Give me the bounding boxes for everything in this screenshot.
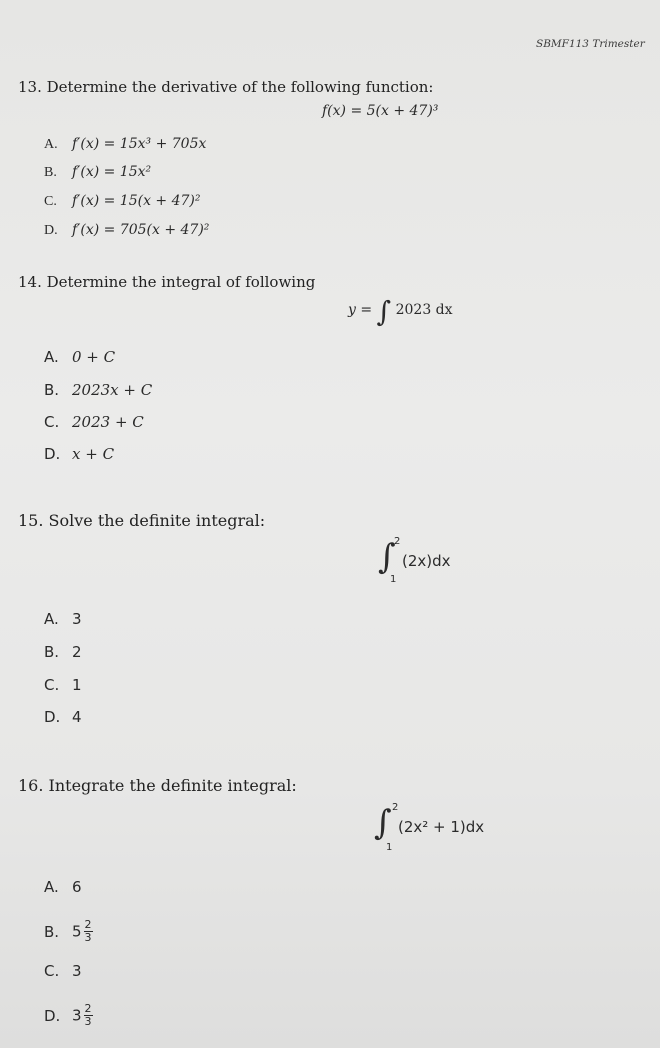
option-a xyxy=(44,136,206,153)
option-text: f′(x) = 15x³ + 705x xyxy=(72,136,207,152)
formula-body: 2023 dx xyxy=(395,302,453,318)
option-letter: D. xyxy=(44,708,61,726)
option-d xyxy=(44,222,209,239)
definite-integral-formula xyxy=(378,536,488,590)
option-d xyxy=(44,445,114,463)
option-b xyxy=(44,919,93,944)
option-text: 1 xyxy=(72,676,82,694)
option-letter: C. xyxy=(44,194,57,209)
option-c xyxy=(44,676,82,694)
option-c xyxy=(44,962,82,980)
option-c xyxy=(44,413,144,431)
upper-limit: 2 xyxy=(394,536,401,547)
option-text: x + C xyxy=(72,445,115,463)
option-letter: B. xyxy=(44,381,60,399)
fraction-denominator: 3 xyxy=(84,931,92,944)
option-a xyxy=(44,878,82,896)
option-text: 4 xyxy=(72,708,82,726)
option-letter: A. xyxy=(44,137,58,152)
option-text: 2023 + C xyxy=(72,413,144,431)
option-c xyxy=(44,193,201,210)
integrand: (2x)dx xyxy=(402,552,451,570)
option-letter: A. xyxy=(44,610,59,628)
mixed-whole: 3 xyxy=(72,1006,82,1025)
option-letter: C. xyxy=(44,676,60,694)
fraction xyxy=(84,919,93,944)
option-letter: B. xyxy=(44,643,60,661)
option-letter: D. xyxy=(44,1006,61,1025)
option-text: f′(x) = 705(x + 47)² xyxy=(72,222,210,238)
option-letter: B. xyxy=(44,165,57,180)
question-title: 16. Integrate the definite integral: xyxy=(18,776,297,795)
mixed-whole: 5 xyxy=(72,922,82,941)
lower-limit: 1 xyxy=(390,574,397,585)
fraction-denominator: 3 xyxy=(84,1015,92,1028)
option-letter: B. xyxy=(44,922,60,941)
question-title: 15. Solve the definite integral: xyxy=(18,511,266,530)
option-text: 2 xyxy=(72,643,82,661)
fraction xyxy=(84,1003,93,1028)
integrand: (2x² + 1)dx xyxy=(398,818,485,836)
option-letter: D. xyxy=(44,445,61,463)
function-formula: f(x) = 5(x + 47)³ xyxy=(322,103,439,119)
integral-formula xyxy=(348,295,453,328)
question-title: 14. Determine the integral of following xyxy=(18,273,316,291)
option-text: 6 xyxy=(72,878,82,896)
option-b xyxy=(44,643,82,661)
integral-sign-icon: ∫ xyxy=(378,537,396,577)
course-code-header: SBMF113 Trimester xyxy=(536,38,645,50)
question-title: 13. Determine the derivative of the following function: xyxy=(18,78,434,96)
option-d xyxy=(44,708,82,726)
formula-lhs: y = xyxy=(348,302,373,318)
option-letter: A. xyxy=(44,878,59,896)
option-a xyxy=(44,348,115,366)
option-text: 3 xyxy=(72,610,82,628)
option-b xyxy=(44,381,152,399)
definite-integral-formula xyxy=(374,802,524,856)
option-letter: C. xyxy=(44,962,60,980)
option-b xyxy=(44,164,151,181)
option-text: 0 + C xyxy=(72,348,116,366)
option-text: 2023x + C xyxy=(72,381,153,399)
fraction-numerator: 2 xyxy=(84,1002,92,1015)
option-text: f′(x) = 15(x + 47)² xyxy=(72,193,201,209)
integral-sign-icon: ∫ xyxy=(376,295,392,328)
option-text: 3 xyxy=(72,962,82,980)
lower-limit: 1 xyxy=(386,842,393,853)
upper-limit: 2 xyxy=(392,802,399,813)
option-letter: D. xyxy=(44,223,58,238)
option-letter: A. xyxy=(44,348,59,366)
option-letter: C. xyxy=(44,413,60,431)
option-d xyxy=(44,1003,93,1028)
option-text: f′(x) = 15x² xyxy=(72,164,152,180)
option-a xyxy=(44,610,82,628)
integral-sign-icon: ∫ xyxy=(374,803,392,843)
fraction-numerator: 2 xyxy=(84,918,92,931)
